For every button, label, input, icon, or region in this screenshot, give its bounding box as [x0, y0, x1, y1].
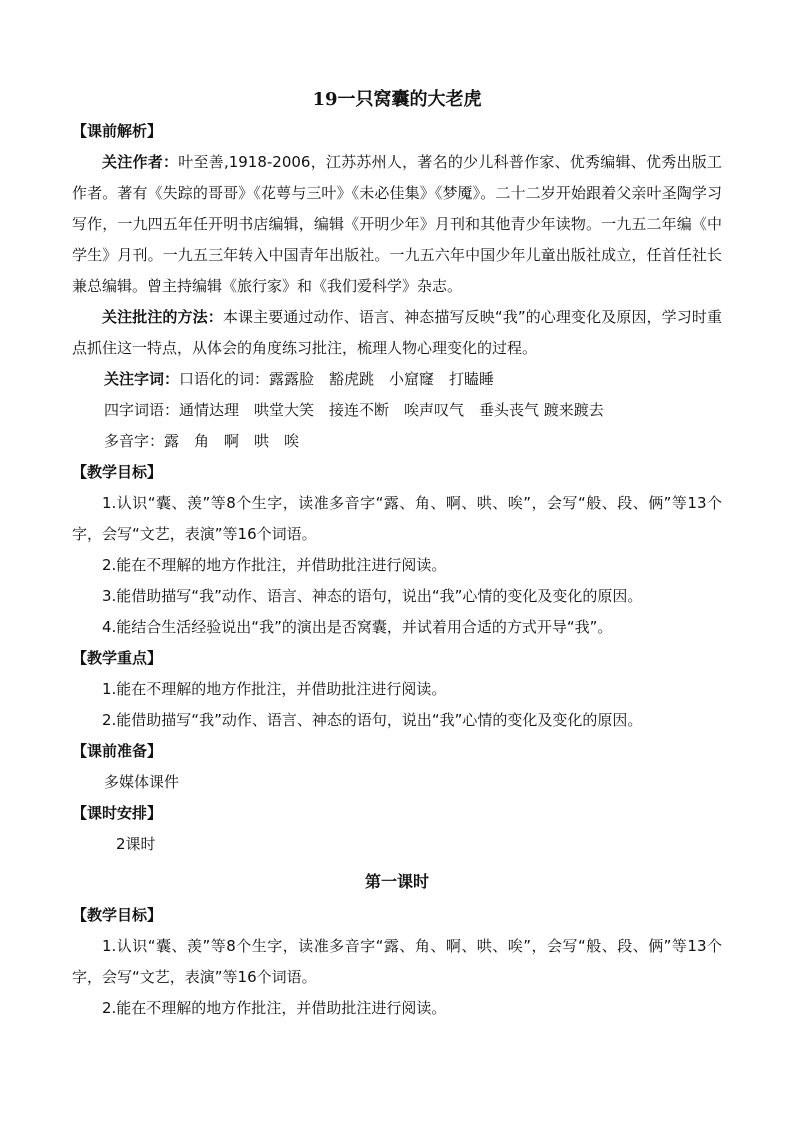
colloquial-words: 口语化的词：露露脸 豁虎跳 小窟窿 打瞌睡	[179, 370, 495, 388]
polyphonic-words: 多音字：露 角 啊 哄 唉	[104, 432, 300, 450]
key-point-item: 2.能借助描写“我”动作、语言、神态的语句，说出“我”心情的变化及变化的原因。	[102, 711, 643, 729]
goal-item: 2.能在不理解的地方作批注，并借助批注进行阅读。	[102, 556, 447, 574]
lesson-one-goal-item: 2.能在不理解的地方作批注，并借助批注进行阅读。	[102, 999, 447, 1017]
heading-lesson-one-goals: 【教学目标】	[72, 906, 163, 924]
heading-goals: 【教学目标】	[72, 463, 163, 481]
document-title: 19一只窝囊的大老虎	[312, 89, 482, 110]
annotation-label: 关注批注的方法：	[102, 308, 223, 326]
goal-item: 3.能借助描写“我”动作、语言、神态的语句，说出“我”心情的变化及变化的原因。	[102, 587, 643, 605]
words-line	[72, 364, 722, 395]
heading-preparation: 【课前准备】	[72, 742, 163, 760]
goal-item: 1.认识“囊、羡”等8个生字，读准多音字“露、角、啊、哄、唉”，会写“般、段、俩”等13个字，会写“文艺，表演”等16个词语。	[72, 494, 722, 543]
goal-item: 4.能结合生活经验说出“我”的演出是否窝囊，并试着用合适的方式开导“我”。	[102, 618, 613, 636]
heading-schedule: 【课时安排】	[72, 804, 163, 822]
key-point-item: 1.能在不理解的地方作批注，并借助批注进行阅读。	[102, 680, 447, 698]
preparation-text: 多媒体课件	[104, 773, 180, 791]
heading-key-points: 【教学重点】	[72, 649, 163, 667]
annotation-text: 本课主要通过动作、语言、神态描写反映“我”的心理变化及原因，学习时重点抓住这一特点，从体会的角度练习批注，梳理人物心理变化的过程。	[72, 308, 722, 357]
author-text: 叶至善,1918-2006，江苏苏州人，著名的少儿科普作家、优秀编辑、优秀出版工作者。著有《失踪的哥哥》《花萼与三叶》《未必佳集》《梦魇》。二十二岁开始跟着父亲叶圣陶学习写作，一九四五年任开明书店编辑，编辑《开明少年》月刊和其他青少年读物。一九五二年编《中学生》月刊。一九五三年转入中国青年出版社。一九五六年中国少年儿童出版社成立，任首任社长兼总编辑。曾主持编辑《旅行家》和《我们爱科学》杂志。	[72, 153, 722, 295]
lesson-one-title: 第一课时	[364, 872, 429, 891]
author-paragraph	[72, 147, 722, 302]
four-char-words: 四字词语：通情达理 哄堂大笑 接连不断 唉声叹气 垂头丧气 踱来踱去	[104, 401, 604, 419]
annotation-paragraph	[72, 302, 722, 364]
schedule-text: 2课时	[116, 835, 156, 853]
words-label: 关注字词：	[104, 370, 180, 388]
heading-pre-analysis: 【课前解析】	[72, 122, 163, 140]
author-label: 关注作者：	[102, 153, 179, 171]
lesson-one-goal-item: 1.认识“囊、羡”等8个生字，读准多音字“露、角、啊、哄、唉”，会写“般、段、俩”等13个字，会写“文艺，表演”等16个词语。	[72, 937, 722, 986]
